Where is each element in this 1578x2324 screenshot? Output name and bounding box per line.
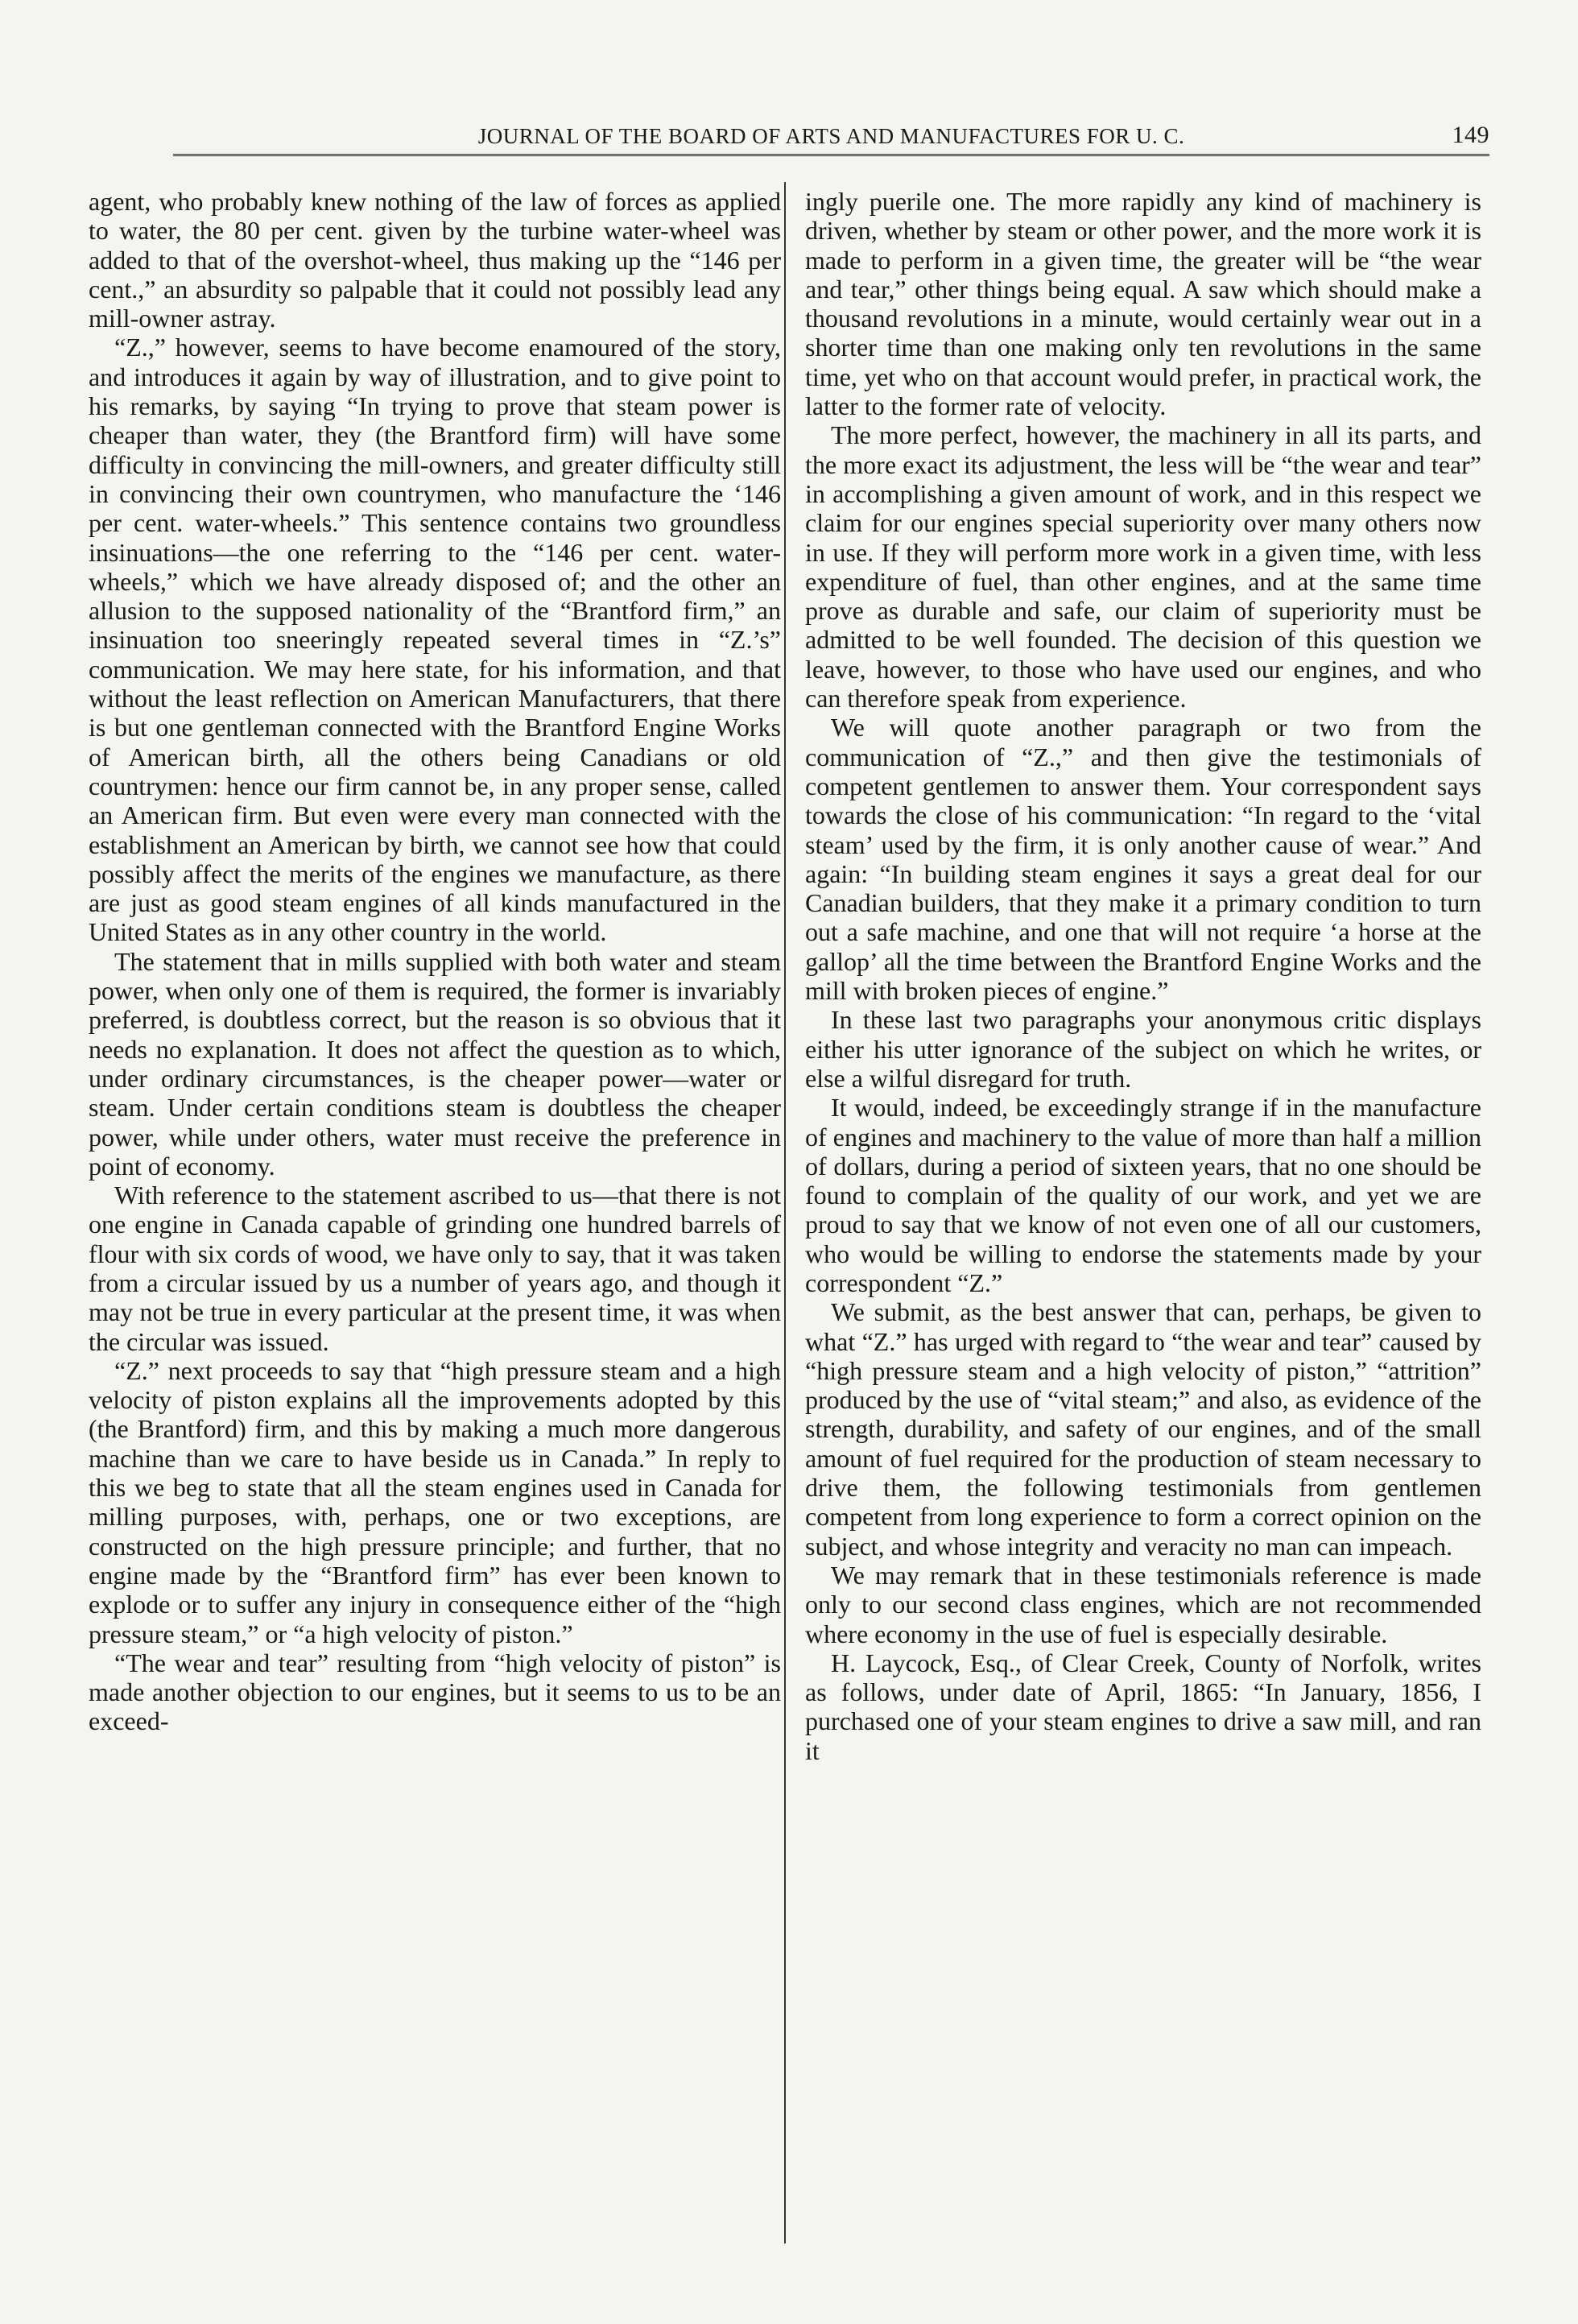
right-column: [805, 187, 1481, 1765]
paragraph: ingly puerile one. The more rapidly any kind of machinery is driven, whether by steam or other power, and the more work it is made to perform in a given time, the greater will be “the wear and tear,” other things being equal. A saw which should make a thousand revolutions in a minute, would certainly wear out in a shorter time than one making only ten revolutions in the same time, yet who on that account would prefer, in practical work, the latter to the former rate of velocity.: [805, 187, 1481, 421]
page-number: 149: [1452, 122, 1489, 148]
paragraph: It would, indeed, be exceedingly strange if in the manufacture of engines and machinery to the value of more than half a million of dollars, during a period of sixteen years, that no one should be found to complain of the quality of our work, and yet we are proud to say that we know of not even one of all our customers, who would be willing to endorse the statements made by your correspondent “Z.”: [805, 1093, 1481, 1297]
paragraph: With reference to the statement ascribed to us—that there is not one engine in Canada capable of grinding one hundred barrels of flour with six cords of wood, we have only to say, that it was taken from a circular issued by us a number of years ago, and though it may not be true in every particular at the present time, it was when the circular was issued.: [89, 1181, 781, 1356]
paragraph: In these last two paragraphs your anonymous critic displays either his utter ignorance of the subject on which he writes, or else a wilful disregard for truth.: [805, 1005, 1481, 1093]
paragraph: The statement that in mills supplied with both water and steam power, when only one of them is required, the former is invariably preferred, is doubtless correct, but the reason is so obvious that it needs no explanation. It does not affect the question as to which, under ordinary circumstances, is the cheaper power—water or steam. Under certain conditions steam is doubtless the cheaper power, while under others, water must receive the preference in point of economy.: [89, 946, 781, 1181]
paragraph: “The wear and tear” resulting from “high velocity of piston” is made another objection to our engines, but it seems to us to be an exceed-: [89, 1648, 781, 1736]
journal-title: JOURNAL OF THE BOARD OF ARTS AND MANUFACTURES FOR U. C.: [477, 124, 1185, 148]
paragraph: The more perfect, however, the machinery in all its parts, and the more exact its adjustment, the less will be “the wear and tear” in accomplishing a given amount of work, and in this respect we claim for our engines special superiority over many others now in use. If they will perform more work in a given time, with less expenditure of fuel, than other engines, and at the same time prove as durable and safe, our claim of superiority must be admitted to be well founded. The decision of this question we leave, however, to those who have used our engines, and who can therefore speak from experience.: [805, 420, 1481, 713]
paragraph: agent, who probably knew nothing of the law of forces as applied to water, the 80 per cent. given by the turbine water-wheel was added to that of the overshot-wheel, thus making up the “146 per cent.,” an absurdity so palpable that it could not possibly lead any mill-owner astray.: [89, 187, 781, 333]
left-column: [89, 187, 781, 1736]
paragraph: “Z.,” however, seems to have become enamoured of the story, and introduces it again by way of illustration, and to give point to his remarks, by saying “In trying to prove that steam power is cheaper than water, they (the Brantford firm) will have some difficulty in convincing the mill-owners, and greater difficulty still in convincing their own countrymen, who manufacture the ‘146 per cent. water-wheels.” This sentence contains two groundless insinuations—the one referring to the “146 per cent. water-wheels,” which we have already disposed of; and the other an allusion to the supposed nationality of the “Brantford firm,” an insinuation too sneeringly repeated several times in “Z.’s” communication. We may here state, for his information, and that without the least reflection on American Manufacturers, that there is but one gentleman connected with the Brantford Engine Works of American birth, all the others being Canadians or old countrymen: hence our firm cannot be, in any proper sense, called an American firm. But even were every man connected with the establishment an American by birth, we cannot see how that could possibly affect the merits of the engines we manufacture, as there are just as good steam engines of all kinds manufactured in the United States as in any other country in the world.: [89, 333, 781, 947]
running-head: [173, 111, 1489, 156]
paragraph: We will quote another paragraph or two from the communication of “Z.,” and then give the testimonials of competent gentlemen to answer them. Your correspondent says towards the close of his communication: “In regard to the ‘vital steam’ used by the firm, it is only another cause of wear.” And again: “In building steam engines it says a great deal for our Canadian builders, that they make it a primary condition to turn out a safe machine, and one that will not require ‘a horse at the gallop’ all the time between the Brantford Engine Works and the mill with broken pieces of engine.”: [805, 713, 1481, 1006]
paragraph: “Z.” next proceeds to say that “high pressure steam and a high velocity of piston explains all the improvements adopted by this (the Brantford) firm, and this by making a much more dangerous machine than we care to have beside us in Canada.” In reply to this we beg to state that all the steam engines used in Canada for milling purposes, with, perhaps, one or two exceptions, are constructed on the high pressure principle; and further, that no engine made by the “Brantford firm” has ever been known to explode or to suffer any injury in consequence either of the “high pressure steam,” or “a high velocity of piston.”: [89, 1355, 781, 1648]
column-divider: [784, 182, 786, 2243]
paragraph: We submit, as the best answer that can, perhaps, be given to what “Z.” has urged with regard to “the wear and tear” caused by “high pressure steam and a high velocity of piston,” “attrition” produced by the use of “vital steam;” and also, as evidence of the strength, durability, and safety of our engines, and of the small amount of fuel required for the production of steam necessary to drive them, the following testimonials from gentlemen competent from long experience to form a correct opinion on the subject, and whose integrity and veracity no man can impeach.: [805, 1297, 1481, 1561]
paragraph: H. Laycock, Esq., of Clear Creek, County of Norfolk, writes as follows, under date of April, 1865: “In January, 1856, I purchased one of your steam engines to drive a saw mill, and ran it: [805, 1648, 1481, 1765]
paragraph: We may remark that in these testimonials reference is made only to our second class engines, which are not recommended where economy in the use of fuel is especially desirable.: [805, 1560, 1481, 1648]
